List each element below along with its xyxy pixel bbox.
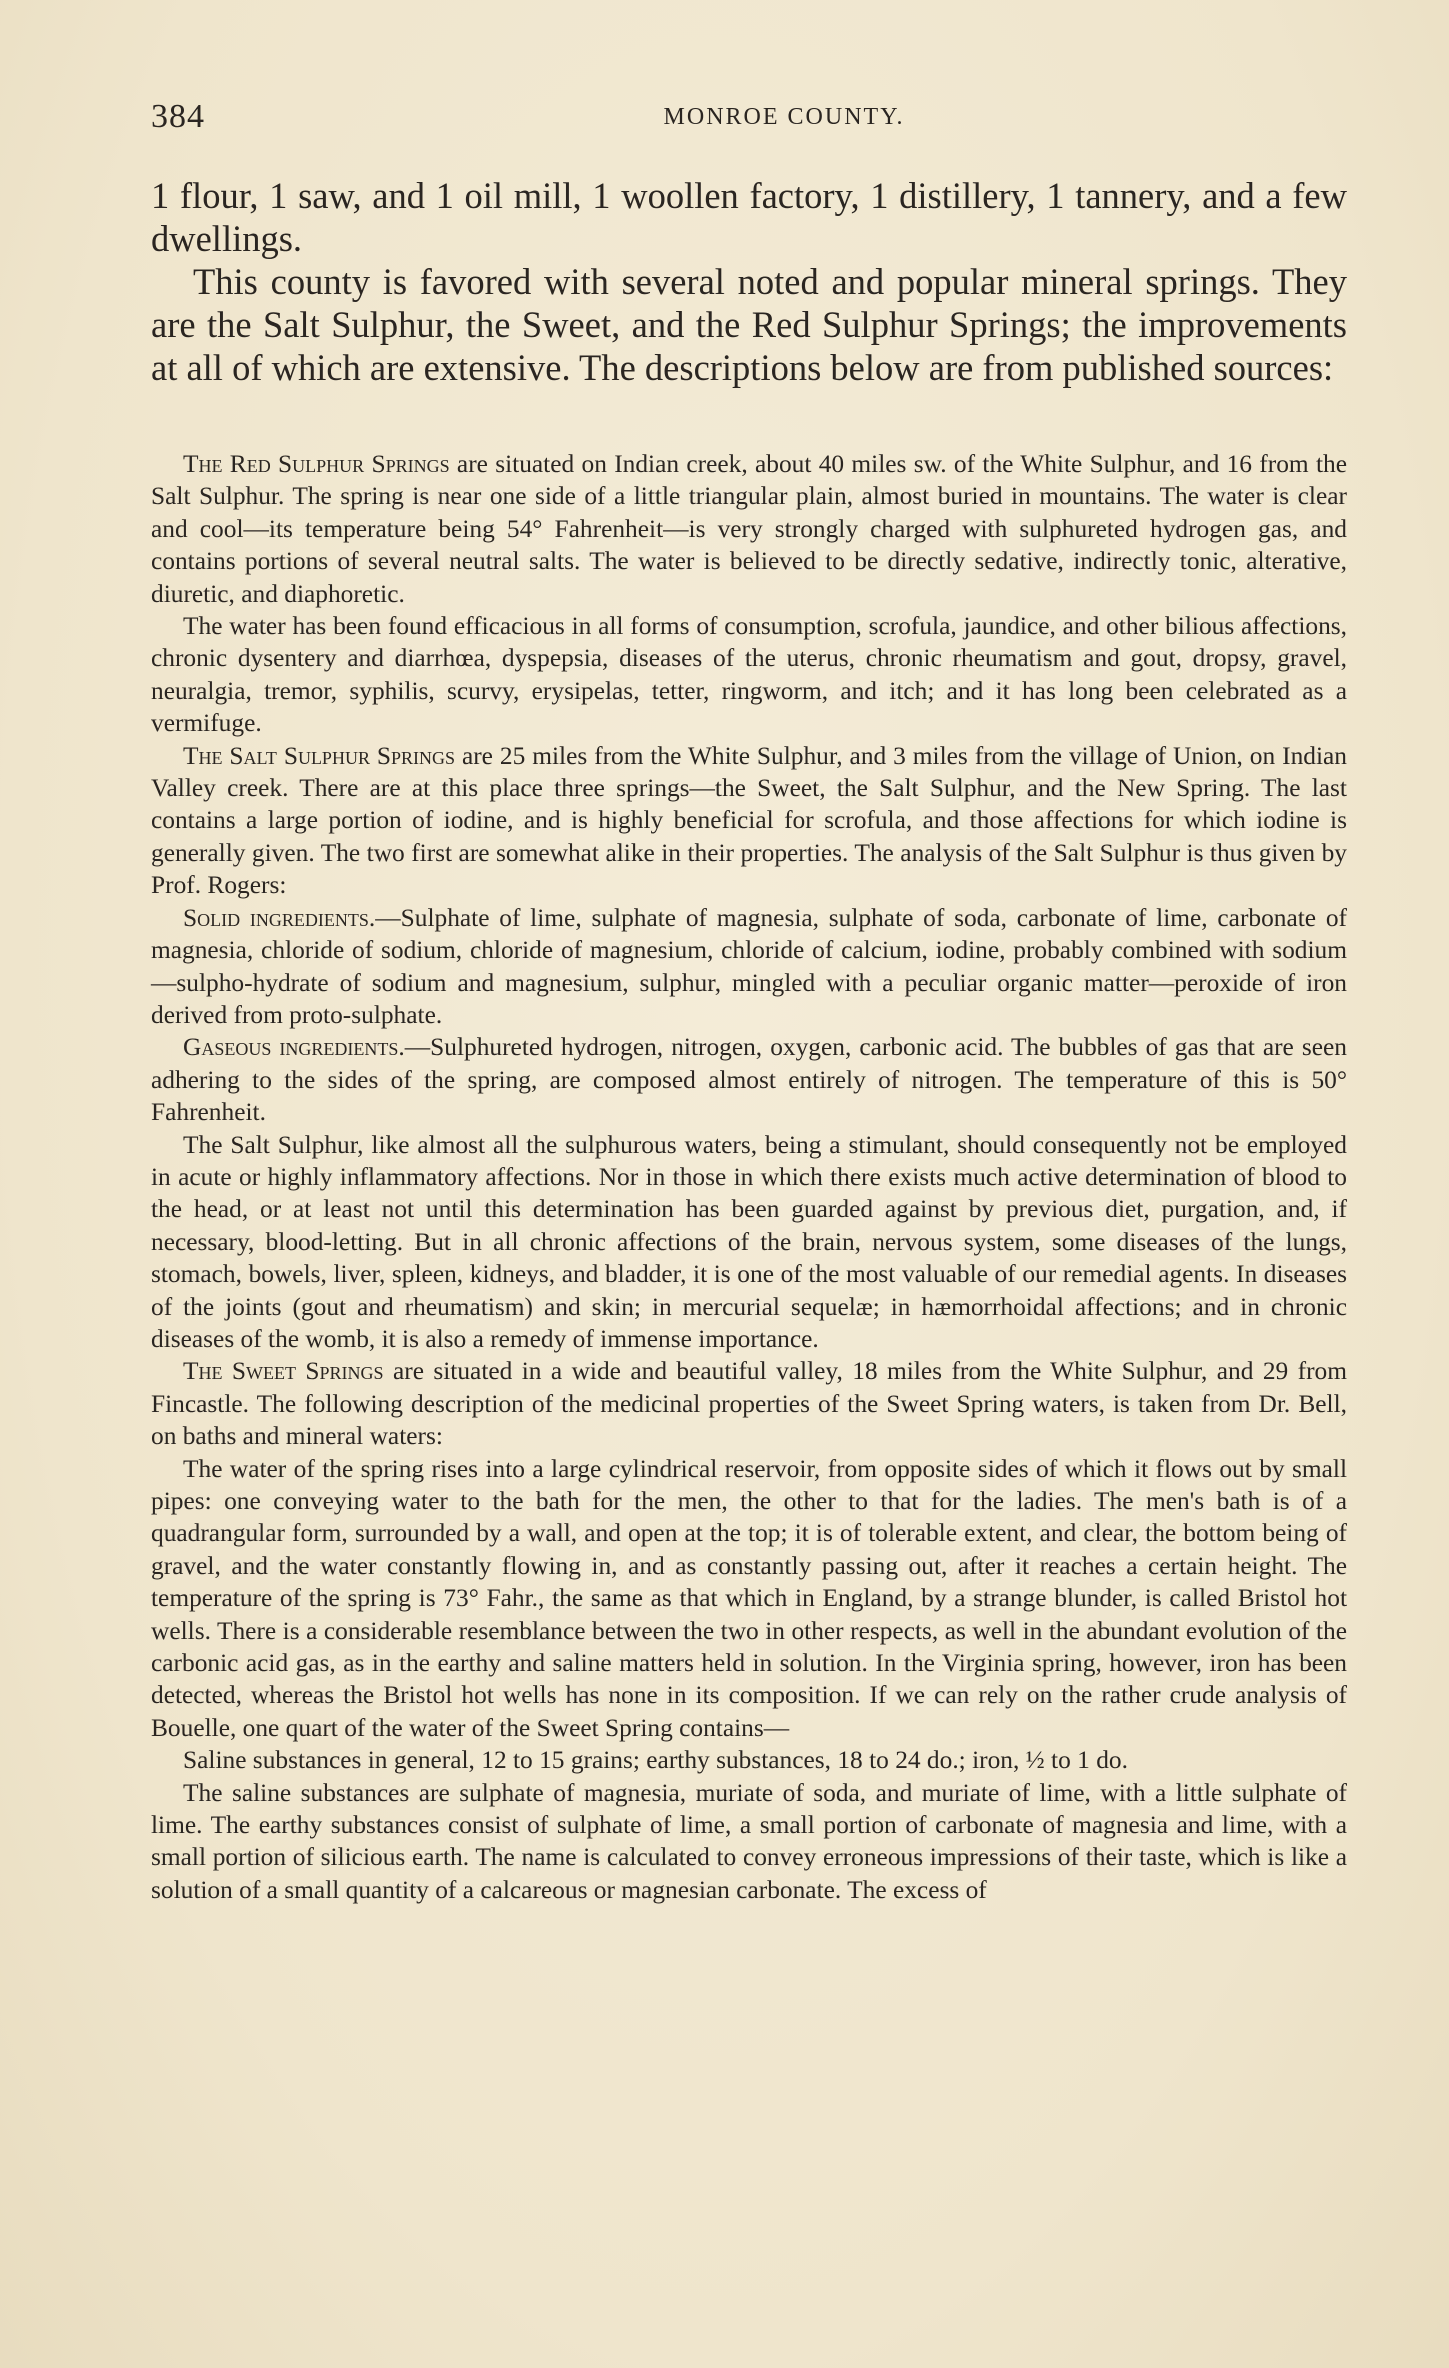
- sweet-springs-heading: The Sweet Springs: [183, 1357, 384, 1386]
- salt-sulphur-paragraph: [151, 740, 1347, 902]
- red-sulphur-paragraph: [151, 448, 1347, 610]
- saline-contents-paragraph: Saline substances in general, 12 to 15 grains; earthy substances, 18 to 24 do.; iron, ½ to 1 do.: [183, 1746, 1128, 1775]
- gaseous-ingredients-text: —Sulphureted hydrogen, nitrogen, oxygen, carbonic acid. The bubbles of gas that are seen adhering to the sides of the spring, are composed almost entirely of nitrogen. The temperature of this is 50° Fahrenheit.: [151, 1033, 1347, 1127]
- body-text: [151, 448, 1347, 1906]
- gaseous-ingredients-paragraph: [151, 1031, 1347, 1128]
- running-head: MONROE COUNTY.: [663, 104, 905, 130]
- solid-ingredients-paragraph: [151, 902, 1347, 1032]
- red-sulphur-uses-paragraph: The water has been found efficacious in all forms of consumption, scrofula, jaundice, and other bilious affections, chronic dysentery and diarrhœa, dyspepsia, diseases of the uterus, chronic rheumatism and gout, dropsy, gravel, neuralgia, tremor, syphilis, scurvy, erysipelas, tetter, ringworm, and itch; and it has long been celebrated as a vermifuge.: [151, 612, 1347, 738]
- salt-sulphur-text: are 25 miles from the White Sulphur, and 3 miles from the village of Union, on Indian Valley creek. There are at this place three springs—the Sweet, the Salt Sulphur, and the New Spring. The last contains a large portion of iodine, and is highly beneficial for scrofula, and those affections for which iodine is generally given. The two first are somewhat alike in their properties. The analysis of the Salt Sulphur is thus given by Prof. Rogers:: [151, 741, 1347, 900]
- lead-text: [151, 174, 1347, 389]
- page-header: [151, 98, 1347, 138]
- sweet-description-paragraph: The water of the spring rises into a large cylindrical reservoir, from opposite sides of which it flows out by small pipes: one conveying water to the bath for the men, the other to that for the ladies. The men's bath is of a quadrangular form, surrounded by a wall, and open at the top; it is of tolerable extent, and clear, the bottom being of gravel, and the water constantly flowing in, and as constantly passing out, after it reaches a certain height. The temperature of the spring is 73° Fahr., the same as that which in England, by a strange blunder, is called Bristol hot wells. There is a considerable resemblance between the two in other respects, as well in the abundant evolution of the carbonic acid gas, as in the earthy and saline matters held in solution. In the Virginia spring, however, iron has been detected, whereas the Bristol hot wells has none in its composition. If we can rely on the rather crude analysis of Bouelle, one quart of the water of the Sweet Spring contains—: [151, 1454, 1347, 1742]
- continuation-paragraph: 1 flour, 1 saw, and 1 oil mill, 1 woollen factory, 1 distillery, 1 tannery, and a few dwellings.: [151, 175, 1347, 259]
- saline-composition-paragraph: The saline substances are sulphate of magnesia, muriate of soda, and muriate of lime, with a little sulphate of lime. The earthy substances consist of sulphate of lime, a small portion of carbonate of magnesia and lime, with a small portion of silicious earth. The name is calculated to convey erroneous impressions of their taste, which is like a solution of a small quantity of a calcareous or magnesian carbonate. The excess of: [151, 1778, 1347, 1904]
- salt-sulphur-heading: The Salt Sulphur Springs: [183, 741, 456, 770]
- solid-ingredients-text: —Sulphate of lime, sulphate of magnesia, sulphate of soda, carbonate of lime, carbonate of magnesia, chloride of sodium, chloride of magnesium, chloride of calcium, iodine, probably combined with sodium—sulpho-hydrate of sodium and magnesium, sulphur, mingled with a peculiar organic matter—peroxide of iron derived from proto-sulphate.: [151, 903, 1348, 1029]
- sweet-springs-text: are situated in a wide and beautiful valley, 18 miles from the White Sulphur, and 29 from Fincastle. The following description of the medicinal properties of the Sweet Spring waters, is taken from Dr. Bell, on baths and mineral waters:: [151, 1357, 1347, 1451]
- sweet-springs-paragraph: [151, 1355, 1347, 1452]
- page-number: 384: [151, 98, 205, 135]
- salt-sulphur-uses-paragraph: The Salt Sulphur, like almost all the sulphurous waters, being a stimulant, should consequently not be employed in acute or highly inflammatory affections. Nor in those in which there exists much active determination of blood to the head, or at least not until this determination has been guarded against by previous diet, purgation, and, if necessary, blood-letting. But in all chronic affections of the brain, nervous system, some diseases of the lungs, stomach, bowels, liver, spleen, kidneys, and bladder, it is one of the most valuable of our remedial agents. In diseases of the joints (gout and rheumatism) and skin; in mercurial sequelæ; in hæmorrhoidal affections; and in chronic diseases of the womb, it is also a remedy of immense importance.: [151, 1130, 1347, 1353]
- red-sulphur-heading: The Red Sulphur Springs: [183, 450, 450, 478]
- solid-ingredients-heading: Solid ingredients.: [183, 903, 376, 932]
- gaseous-ingredients-heading: Gaseous ingredients.: [183, 1033, 405, 1062]
- red-sulphur-text: are situated on Indian creek, about 40 miles sw. of the White Sulphur, and 16 from the Salt Sulphur. The spring is near one side of a little triangular plain, almost buried in mountains. The water is clear and cool—its temperature being 54° Fahrenheit—is very strongly charged with sulphureted hydrogen gas, and contains portions of several neutral salts. The water is believed to be directly sedative, indirectly tonic, alterative, diuretic, and diaphoretic.: [151, 450, 1347, 608]
- intro-paragraph: This county is favored with several noted and popular mineral springs. They are the Salt Sulphur, the Sweet, and the Red Sulphur Springs; the improvements at all of which are extensive. The descriptions below are from published sources:: [151, 261, 1347, 388]
